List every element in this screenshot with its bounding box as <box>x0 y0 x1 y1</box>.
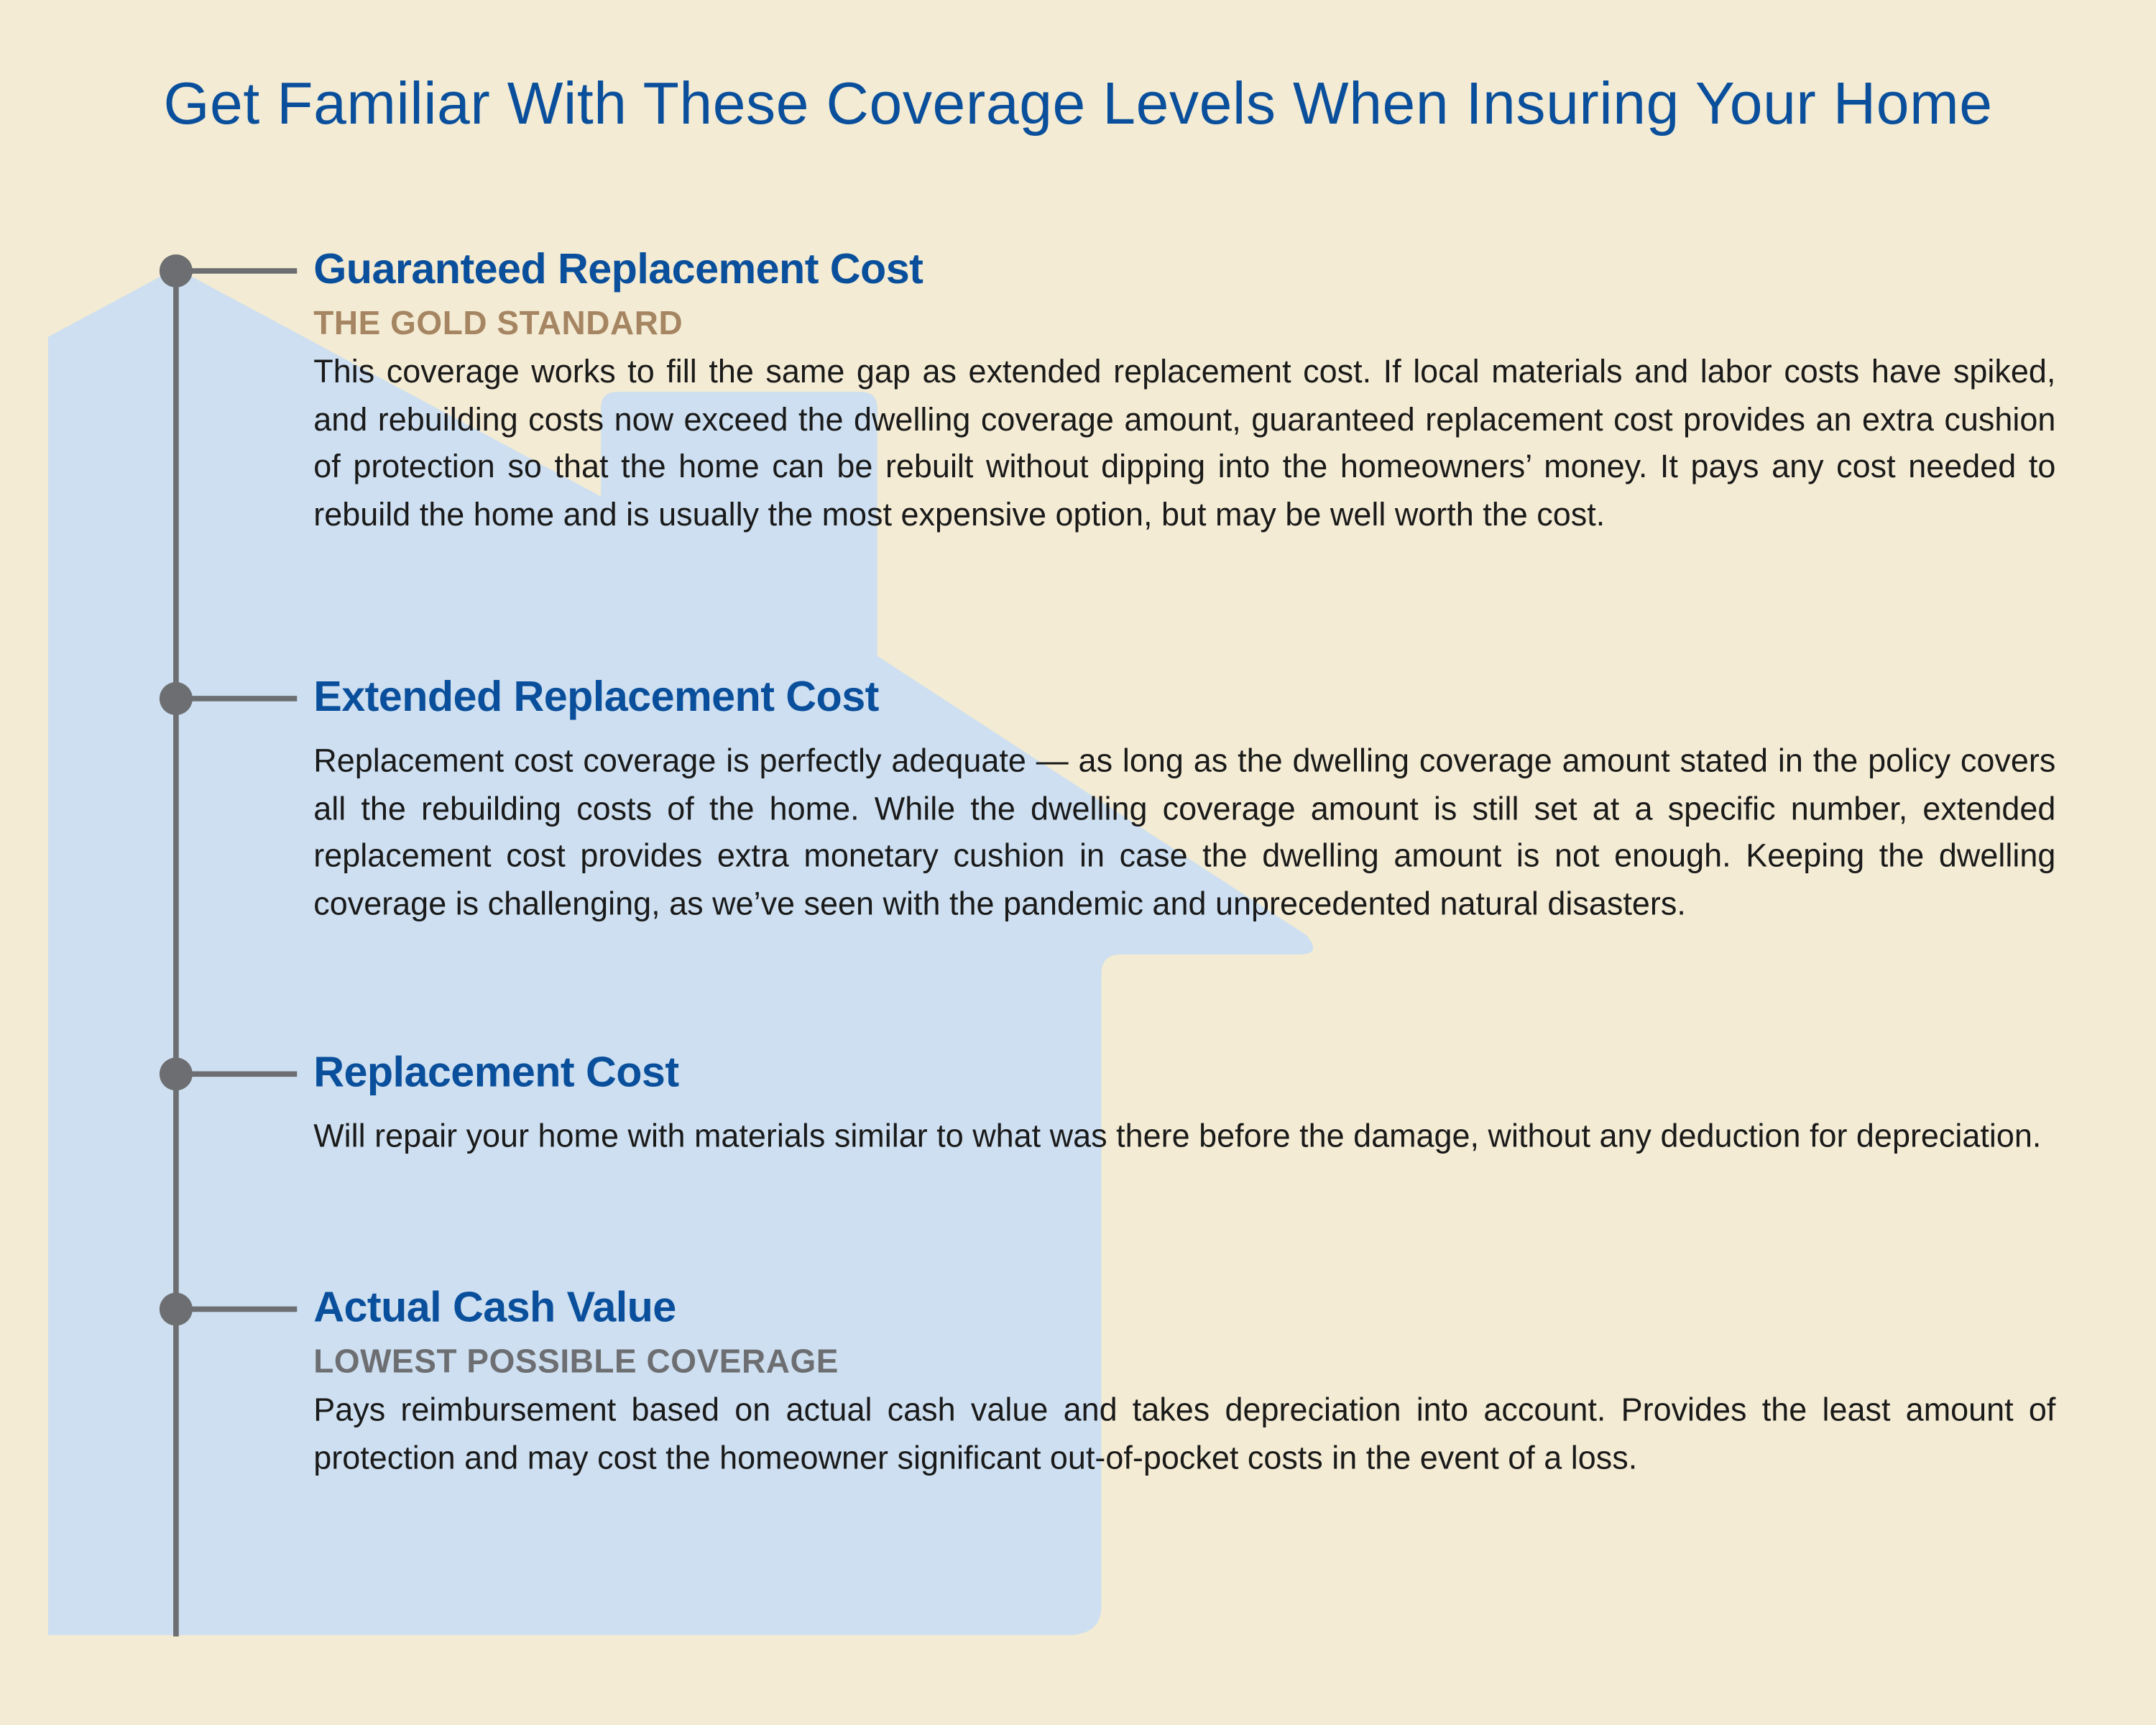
level-description: This coverage works to fill the same gap as extended replacement cost. If local materials and labor costs have spiked, and rebuilding costs now exceed the dwelling coverage amount, guaranteed replacement cost provides an extra cushion of protection so that the home can be rebuilt without dipping into the homeowners’ money. It pays any cost needed to rebuild the home and is usually the most expensive option, but may be well worth the cost. <box>313 353 2056 532</box>
level-heading: Extended Replacement Cost <box>313 672 879 721</box>
level-actual-cash-value <box>313 1282 2055 1481</box>
level-subtitle: LOWEST POSSIBLE COVERAGE <box>313 1343 839 1381</box>
level-description: Will repair your home with materials similar to what was there before the damage, without any deduction for depreciation. <box>313 1118 2042 1154</box>
timeline-marker-1 <box>160 254 297 288</box>
level-heading: Replacement Cost <box>313 1047 679 1096</box>
level-guaranteed-replacement-cost <box>313 244 2055 538</box>
level-heading: Guaranteed Replacement Cost <box>313 244 923 293</box>
level-subtitle: THE GOLD STANDARD <box>313 305 683 343</box>
level-extended-replacement-cost <box>313 671 2055 927</box>
page-title: Get Familiar With These Coverage Levels When Insuring Your Home <box>163 71 1993 138</box>
level-description: Pays reimbursement based on actual cash value and takes depreciation into account. Provides the least amount of protection and may cost the homeowner significant out-of-pocket costs in the event of a loss. <box>313 1392 2056 1476</box>
level-heading: Actual Cash Value <box>313 1283 676 1332</box>
level-description: Replacement cost coverage is perfectly adequate — as long as the dwelling coverage amount stated in the policy covers all the rebuilding costs of the home. While the dwelling coverage amount is still set at a specific number, extended replacement cost provides extra monetary cushion in case the dwelling amount is not enough. Keeping the dwelling coverage is challenging, as we’ve seen with the pandemic and unprecedented natural disasters. <box>313 742 2056 921</box>
level-replacement-cost <box>313 1046 2055 1160</box>
